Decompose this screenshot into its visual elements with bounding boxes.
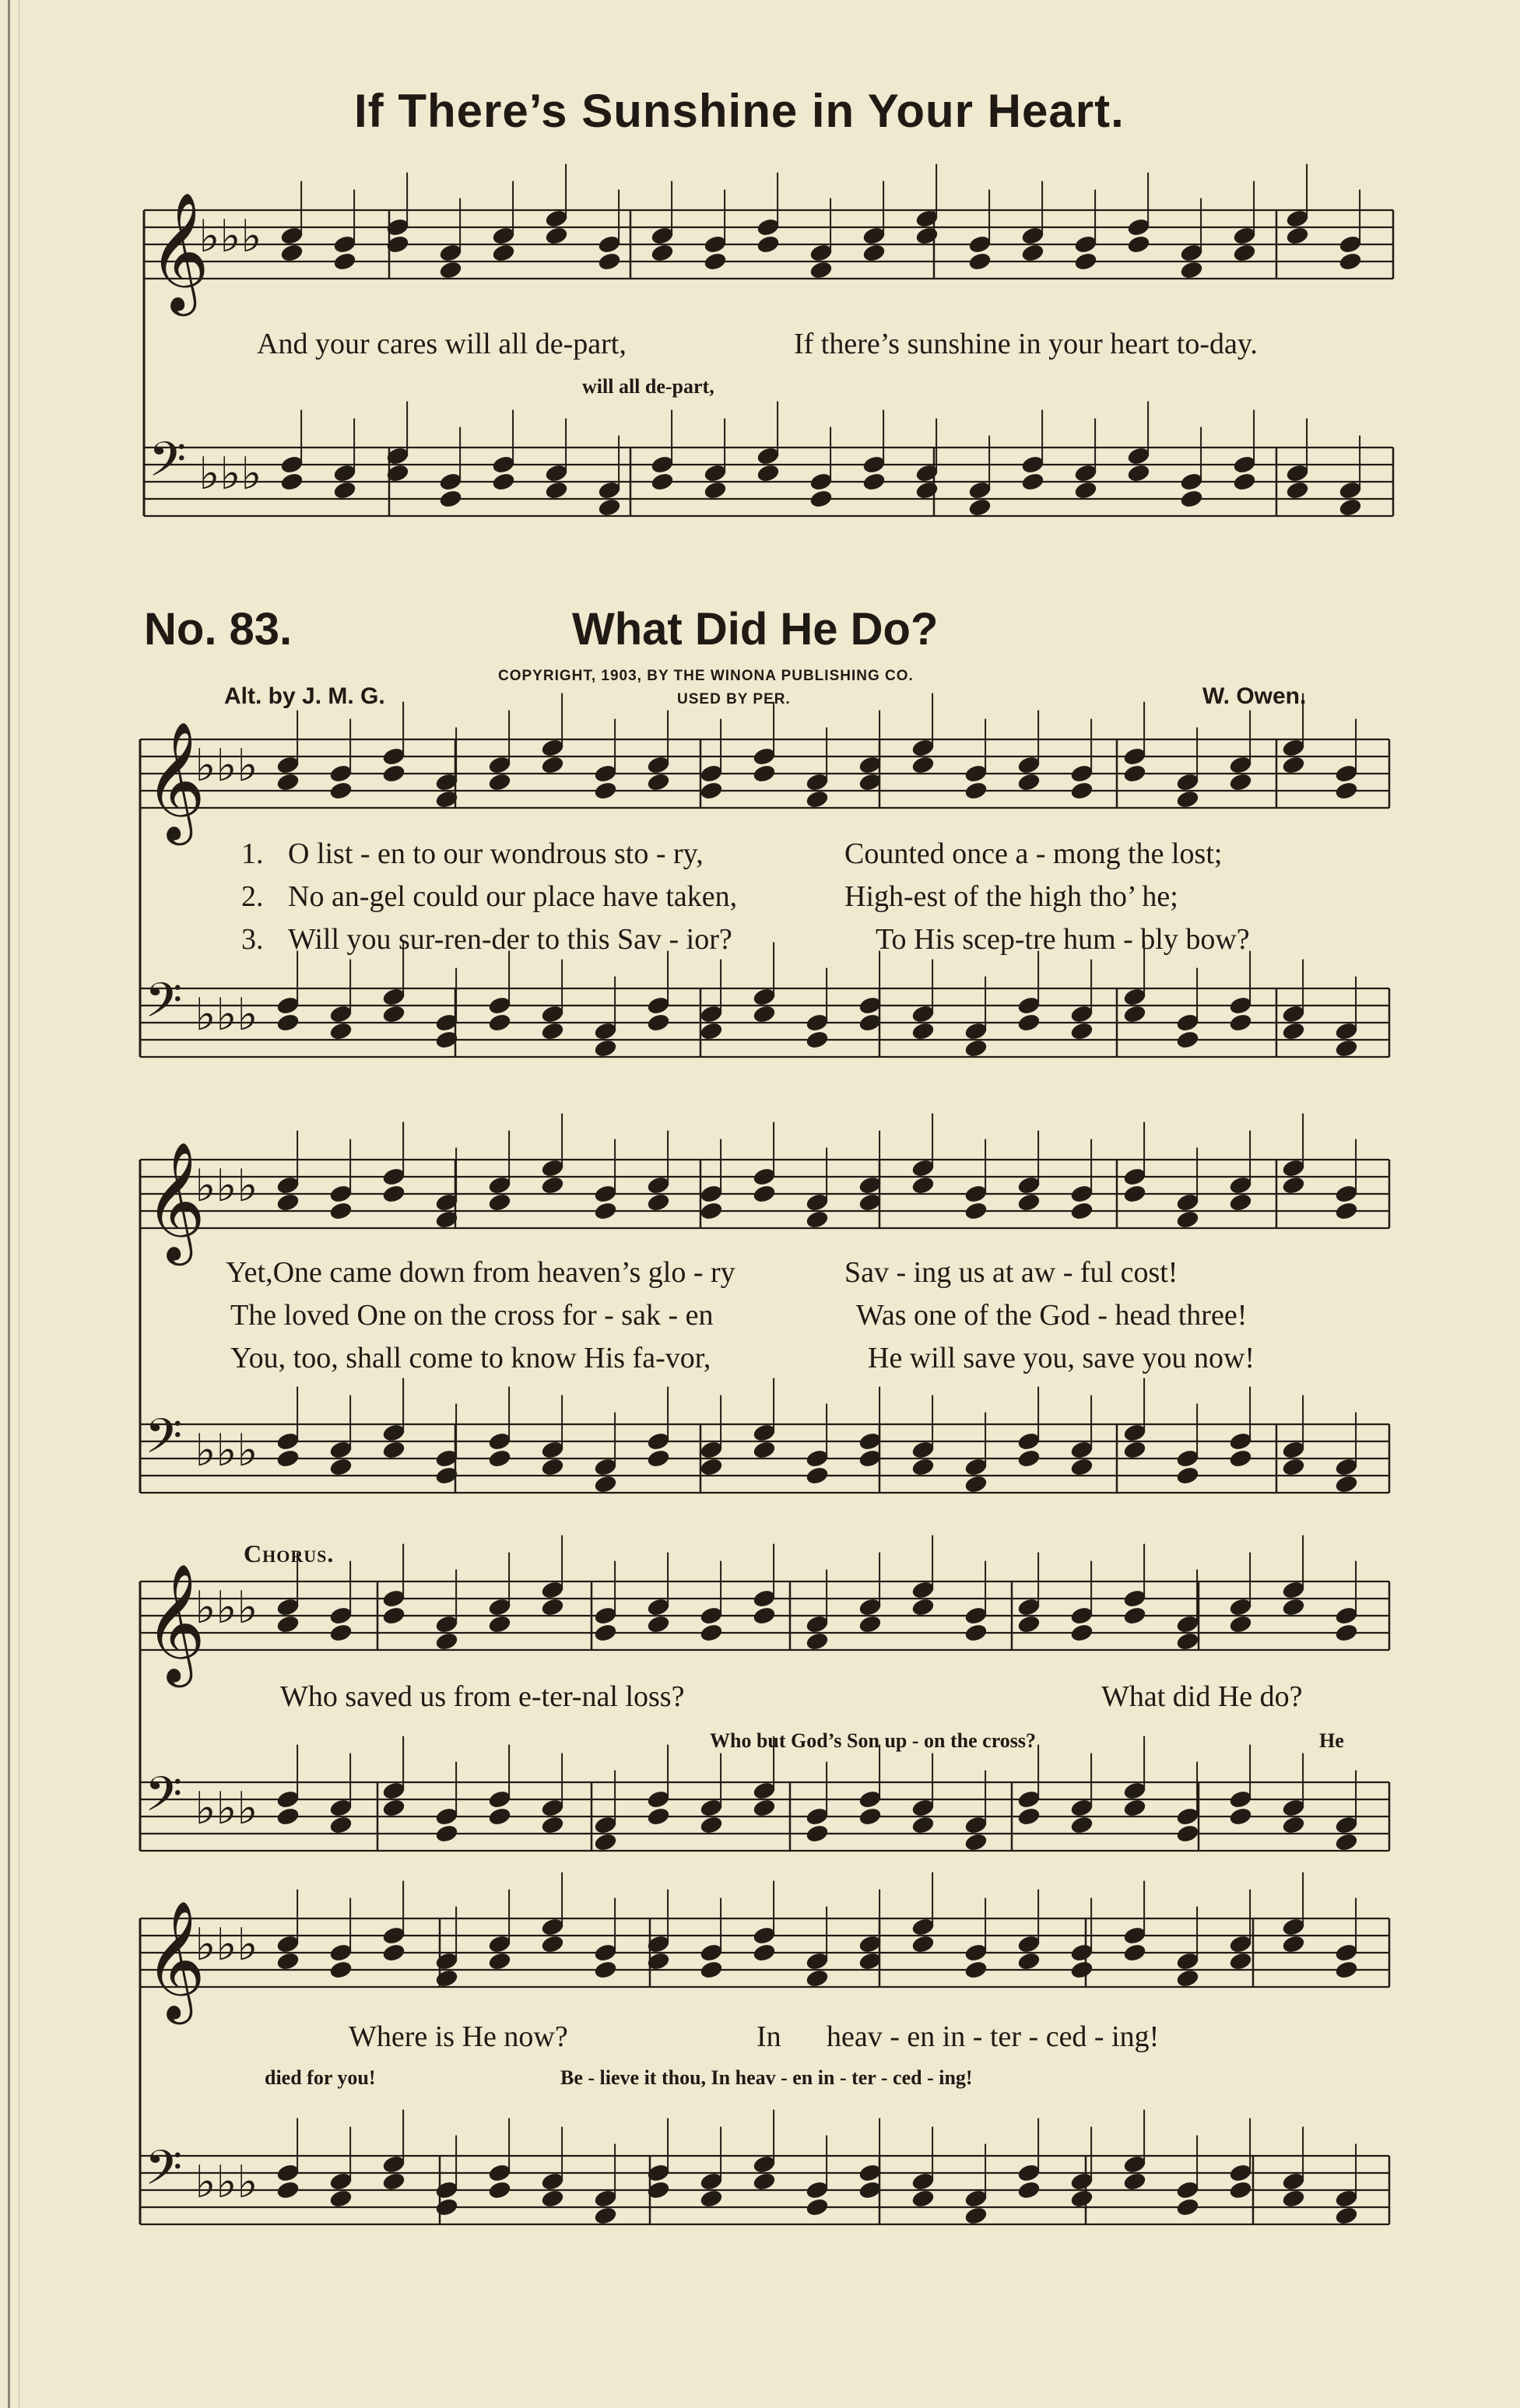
note-head <box>911 1934 936 1955</box>
chorus-bass-1b: He <box>1319 1729 1344 1752</box>
previous-hymn-lyric-1: And your cares will all de-part, <box>257 328 627 360</box>
key-signature-flats: ♭♭♭ <box>195 2156 258 2208</box>
note-head <box>911 1597 936 1618</box>
note-head <box>1122 1798 1147 1819</box>
note-head <box>858 1806 883 1827</box>
bass-clef: 𝄢 <box>145 2139 183 2208</box>
note-head <box>858 1614 883 1635</box>
note-head <box>434 1824 459 1845</box>
note-head <box>276 772 300 793</box>
note-head <box>544 226 569 247</box>
note-head <box>381 1606 406 1627</box>
note-head <box>593 2206 618 2227</box>
note-head <box>1016 1806 1041 1827</box>
note-head <box>911 1457 936 1478</box>
note-head <box>1122 2171 1147 2192</box>
key-signature-flats: ♭♭♭ <box>195 739 258 792</box>
verse-2-line-2a: The loved One on the cross for - sak - en <box>230 1299 714 1332</box>
chorus-bass-1a: Who but God’s Son up - on the cross? <box>710 1729 1036 1752</box>
note-head <box>1179 260 1204 281</box>
chorus-lyric-1a: Who saved us from e-ter-nal loss? <box>280 1680 685 1713</box>
verse-3-line-1a: Will you sur-ren-der to this Sav - ior? <box>288 923 732 956</box>
note-head <box>646 1806 671 1827</box>
treble-notes-2 <box>276 693 1359 810</box>
note-head <box>332 251 357 272</box>
treble-staff-5 <box>140 1900 1389 2024</box>
note-head <box>1334 781 1359 802</box>
note-head <box>593 1960 618 1981</box>
note-head <box>964 781 988 802</box>
note-head <box>593 1623 618 1644</box>
chorus-bass-2a: died for you! <box>265 2066 376 2089</box>
note-head <box>487 2180 512 2201</box>
verse-1-line-1a: O list - en to our wondrous sto - ry, <box>288 837 704 870</box>
note-head <box>1228 1013 1253 1034</box>
treble-clef: 𝄞 <box>145 1563 206 1683</box>
bass-clef: 𝄢 <box>145 972 183 1041</box>
chorus-lyric-2b: In <box>756 2020 781 2053</box>
note-head <box>381 1004 406 1025</box>
note-head <box>1126 463 1151 484</box>
note-head <box>540 1457 565 1478</box>
note-head <box>332 480 357 501</box>
note-head <box>964 1960 988 1981</box>
chorus-lyric-2c: heav - en in - ter - ced - ing! <box>827 2020 1160 2053</box>
note-head <box>328 1021 353 1042</box>
note-head <box>1020 243 1045 264</box>
key-signature-flats: ♭♭♭ <box>195 1424 258 1476</box>
note-head <box>1122 1004 1147 1025</box>
treble-staff-1 <box>144 191 1393 316</box>
verse-3-num: 3. <box>241 923 264 956</box>
note-head <box>276 1192 300 1213</box>
key-signature-flats: ♭♭♭ <box>195 988 258 1041</box>
bass-notes-4 <box>276 1736 1359 1853</box>
note-head <box>809 489 834 510</box>
note-head <box>699 1457 724 1478</box>
note-head <box>491 243 516 264</box>
note-head <box>487 1614 512 1635</box>
used-by-permission: USED BY PER. <box>677 691 791 707</box>
note-head <box>487 1192 512 1213</box>
key-signature-flats: ♭♭♭ <box>198 210 262 262</box>
note-head <box>1228 1951 1253 1972</box>
note-head <box>1228 1192 1253 1213</box>
note-head <box>1228 1614 1253 1635</box>
treble-staff-2 <box>140 721 1389 845</box>
bass-notes-3 <box>276 1378 1359 1495</box>
note-head <box>809 260 834 281</box>
note-head <box>752 1943 777 1964</box>
note-head <box>434 1968 459 1989</box>
note-head <box>1126 234 1151 255</box>
note-head <box>328 1457 353 1478</box>
treble-notes-3 <box>276 1114 1359 1230</box>
note-head <box>699 2189 724 2210</box>
note-head <box>752 1606 777 1627</box>
note-head <box>967 251 992 272</box>
note-head <box>276 1614 300 1635</box>
note-head <box>1020 472 1045 493</box>
note-head <box>540 1175 565 1196</box>
note-head <box>646 1448 671 1469</box>
note-head <box>1016 1448 1041 1469</box>
note-head <box>1175 1968 1200 1989</box>
note-head <box>1281 1021 1306 1042</box>
note-head <box>1122 1606 1147 1627</box>
note-head <box>964 1038 988 1059</box>
note-head <box>1016 1013 1041 1034</box>
note-head <box>914 480 939 501</box>
note-head <box>1073 480 1098 501</box>
note-head <box>487 1448 512 1469</box>
composer-credit: W. Owen. <box>1202 683 1307 709</box>
note-head <box>1069 1457 1094 1478</box>
note-head <box>544 480 569 501</box>
note-head <box>1334 1474 1359 1495</box>
note-head <box>1281 755 1306 776</box>
note-head <box>699 781 724 802</box>
treble-clef: 𝄞 <box>149 191 210 311</box>
note-head <box>434 1631 459 1652</box>
bass-notes-5 <box>276 2110 1359 2227</box>
note-head <box>1016 2180 1041 2201</box>
note-head <box>540 1021 565 1042</box>
note-head <box>1228 1448 1253 1469</box>
note-head <box>1228 1806 1253 1827</box>
note-head <box>434 2197 459 2218</box>
bass-clef: 𝄢 <box>145 1408 183 1476</box>
note-head <box>593 1038 618 1059</box>
note-head <box>752 1440 777 1461</box>
note-head <box>328 2189 353 2210</box>
note-head <box>1281 1597 1306 1618</box>
note-head <box>911 1815 936 1836</box>
note-head <box>381 763 406 785</box>
hymn-title: What Did He Do? <box>572 604 939 655</box>
hymn-number: No. 83. <box>144 604 293 655</box>
treble-notes-4 <box>276 1536 1359 1652</box>
note-head <box>1228 772 1253 793</box>
verse-2-line-1a: No an-gel could our place have taken, <box>288 880 738 913</box>
note-head <box>487 772 512 793</box>
note-head <box>1228 2180 1253 2201</box>
key-signature-flats: ♭♭♭ <box>195 1918 258 1971</box>
note-head <box>279 472 304 493</box>
treble-clef: 𝄞 <box>145 721 206 841</box>
note-head <box>540 755 565 776</box>
note-head <box>1175 1631 1200 1652</box>
note-head <box>597 497 622 518</box>
note-head <box>438 489 463 510</box>
note-head <box>276 1448 300 1469</box>
note-head <box>597 251 622 272</box>
note-head <box>1016 1614 1041 1635</box>
note-head <box>1281 1457 1306 1478</box>
note-head <box>752 2171 777 2192</box>
note-head <box>805 789 830 810</box>
note-head <box>1122 763 1147 785</box>
note-head <box>650 243 675 264</box>
note-head <box>862 472 886 493</box>
treble-staff-4 <box>140 1563 1389 1687</box>
note-head <box>699 1815 724 1836</box>
note-head <box>1175 2197 1200 2218</box>
note-head <box>328 781 353 802</box>
note-head <box>487 1951 512 1972</box>
chorus-bass-2b: Be - lieve it thou, In heav - en in - ter - ced - ing! <box>560 2066 973 2089</box>
key-signature-flats: ♭♭♭ <box>195 1782 258 1834</box>
note-head <box>911 1175 936 1196</box>
verse-3-line-2a: You, too, shall come to know His fa-vor, <box>230 1342 711 1374</box>
verse-2-num: 2. <box>241 880 264 913</box>
treble-notes-5 <box>276 1873 1359 1989</box>
note-head <box>805 1209 830 1230</box>
note-head <box>805 1968 830 1989</box>
note-head <box>1285 226 1310 247</box>
note-head <box>593 1474 618 1495</box>
verse-2-line-2b: Was one of the God - head three! <box>856 1299 1248 1332</box>
note-head <box>1179 489 1204 510</box>
note-head <box>1338 497 1363 518</box>
note-head <box>593 1832 618 1853</box>
note-head <box>1334 2206 1359 2227</box>
note-head <box>1069 2189 1094 2210</box>
note-head <box>914 226 939 247</box>
note-head <box>1281 2189 1306 2210</box>
note-head <box>1122 1943 1147 1964</box>
note-head <box>646 772 671 793</box>
note-head <box>540 1934 565 1955</box>
note-head <box>276 1013 300 1034</box>
note-head <box>756 463 781 484</box>
note-head <box>381 2171 406 2192</box>
note-head <box>703 251 728 272</box>
note-head <box>646 1013 671 1034</box>
note-head <box>699 1201 724 1222</box>
note-head <box>328 1815 353 1836</box>
note-head <box>1175 1824 1200 1845</box>
note-head <box>276 2180 300 2201</box>
treble-clef: 𝄞 <box>145 1141 206 1261</box>
note-head <box>328 1201 353 1222</box>
note-head <box>805 1824 830 1845</box>
key-signature-flats: ♭♭♭ <box>198 448 262 500</box>
note-head <box>650 472 675 493</box>
note-head <box>1175 1466 1200 1487</box>
note-head <box>438 260 463 281</box>
verse-1-line-2b: Sav - ing us at aw - ful cost! <box>844 1256 1178 1289</box>
verse-1-line-1b: Counted once a - mong the lost; <box>844 837 1223 870</box>
verse-1-line-2a: Yet,One came down from heaven’s glo - ry <box>226 1256 735 1289</box>
note-head <box>381 1184 406 1205</box>
note-head <box>328 1960 353 1981</box>
note-head <box>1334 1201 1359 1222</box>
note-head <box>279 243 304 264</box>
note-head <box>1016 1951 1041 1972</box>
note-head <box>381 1798 406 1819</box>
note-head <box>276 1951 300 1972</box>
note-head <box>1069 1021 1094 1042</box>
treble-notes-1 <box>279 164 1363 281</box>
note-head <box>381 1943 406 1964</box>
note-head <box>1175 1209 1200 1230</box>
note-head <box>540 2189 565 2210</box>
note-head <box>964 1623 988 1644</box>
treble-clef: 𝄞 <box>145 1900 206 2020</box>
note-head <box>1175 789 1200 810</box>
note-head <box>1285 480 1310 501</box>
verse-1-num: 1. <box>241 837 264 870</box>
note-head <box>1281 1934 1306 1955</box>
note-head <box>964 1474 988 1495</box>
note-head <box>1334 1038 1359 1059</box>
note-head <box>703 480 728 501</box>
key-signature-flats: ♭♭♭ <box>195 1160 258 1212</box>
note-head <box>276 1806 300 1827</box>
note-head <box>752 1798 777 1819</box>
note-head <box>1175 1030 1200 1051</box>
note-head <box>1281 1815 1306 1836</box>
note-head <box>491 472 516 493</box>
note-head <box>1069 1815 1094 1836</box>
note-head <box>1016 1192 1041 1213</box>
note-head <box>1073 251 1098 272</box>
copyright-notice: COPYRIGHT, 1903, BY THE WINONA PUBLISHING CO. <box>498 668 914 684</box>
bass-clef: 𝄢 <box>149 431 187 500</box>
bass-clef: 𝄢 <box>145 1766 183 1834</box>
note-head <box>911 1021 936 1042</box>
note-head <box>752 1004 777 1025</box>
note-head <box>756 234 781 255</box>
note-head <box>805 1631 830 1652</box>
chorus-lyric-1b: What did He do? <box>1101 1680 1303 1713</box>
verse-3-line-1b: To His scep-tre hum - bly bow? <box>876 923 1250 956</box>
note-head <box>540 1597 565 1618</box>
note-head <box>964 1201 988 1222</box>
note-head <box>862 243 886 264</box>
note-head <box>1281 1175 1306 1196</box>
note-head <box>1334 1832 1359 1853</box>
note-head <box>1122 1440 1147 1461</box>
note-head <box>964 2206 988 2227</box>
arranger-credit: Alt. by J. M. G. <box>224 683 385 709</box>
previous-hymn-title: If There’s Sunshine in Your Heart. <box>354 85 1125 137</box>
note-head <box>593 781 618 802</box>
note-head <box>699 1623 724 1644</box>
note-head <box>1334 1960 1359 1981</box>
note-head <box>540 1815 565 1836</box>
note-head <box>752 763 777 785</box>
note-head <box>593 1201 618 1222</box>
note-head <box>1122 1184 1147 1205</box>
note-head <box>328 1623 353 1644</box>
note-head <box>805 2197 830 2218</box>
note-head <box>1016 772 1041 793</box>
chorus-lyric-2a: Where is He now? <box>349 2020 568 2053</box>
note-head <box>646 1192 671 1213</box>
note-head <box>1338 251 1363 272</box>
verse-3-line-2b: He will save you, save you now! <box>868 1342 1255 1374</box>
previous-hymn-bass-words: will all de-part, <box>582 375 714 398</box>
note-head <box>1334 1623 1359 1644</box>
chorus-label: Chorus. <box>244 1539 335 1567</box>
bass-notes-2 <box>276 942 1359 1059</box>
note-head <box>699 1021 724 1042</box>
note-head <box>381 1440 406 1461</box>
note-head <box>487 1806 512 1827</box>
note-head <box>699 1960 724 1981</box>
note-head <box>1069 1201 1094 1222</box>
note-head <box>1069 781 1094 802</box>
note-head <box>964 1832 988 1853</box>
note-head <box>1069 1960 1094 1981</box>
verse-2-line-1b: High-est of the high tho’ he; <box>844 880 1178 913</box>
note-head <box>1232 243 1257 264</box>
note-head <box>1069 1623 1094 1644</box>
note-head <box>967 497 992 518</box>
note-head <box>646 1614 671 1635</box>
note-head <box>487 1013 512 1034</box>
note-head <box>911 755 936 776</box>
note-head <box>805 1030 830 1051</box>
key-signature-flats: ♭♭♭ <box>195 1581 258 1634</box>
note-head <box>805 1466 830 1487</box>
note-head <box>911 2189 936 2210</box>
note-head <box>1232 472 1257 493</box>
bass-notes-1 <box>279 402 1363 518</box>
treble-staff-3 <box>140 1141 1389 1265</box>
previous-hymn-lyric-2: If there’s sunshine in your heart to-day. <box>794 328 1258 360</box>
note-head <box>752 1184 777 1205</box>
